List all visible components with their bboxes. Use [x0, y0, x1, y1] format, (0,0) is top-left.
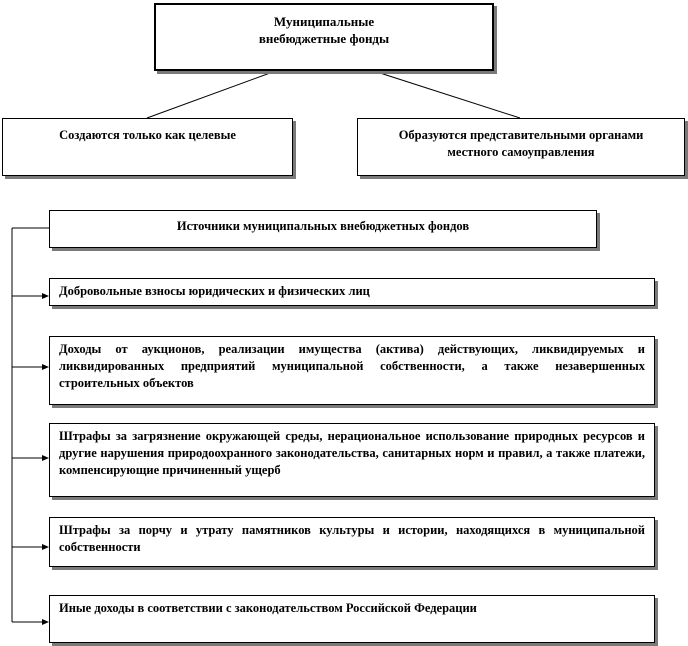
- source-item-monument-fines: [49, 517, 655, 567]
- connector-top-to-left: [147, 73, 270, 118]
- connector-top-to-right: [380, 73, 520, 118]
- arrowhead-1: [42, 293, 49, 299]
- source-item-environmental-fines: [49, 423, 655, 497]
- fund-sources-title: Источники муниципальных внебюджетных фондов: [176, 219, 470, 233]
- source-item-auction-income: [49, 336, 655, 405]
- source-item-text: Добровольные взносы юридических и физических лиц: [59, 284, 370, 298]
- representative-bodies-line-1: Образуются представительными органами: [398, 128, 644, 142]
- municipal-funds-box: [154, 3, 494, 71]
- target-only-box: [2, 118, 293, 176]
- source-item-text: Иные доходы в соответствии с законодательством Российской Федерации: [59, 601, 477, 615]
- arrowhead-4: [42, 544, 49, 550]
- source-item-text: Штрафы за порчу и утрату памятников культуры и истории, находящихся в муниципальной собственности: [59, 523, 645, 554]
- arrowhead-3: [42, 455, 49, 461]
- municipal-funds-line-1: Муниципальные: [273, 14, 375, 29]
- municipal-funds-line-2: внебюджетные фонды: [258, 31, 390, 46]
- source-item-voluntary-contributions: [49, 278, 655, 306]
- representative-bodies-box: [357, 118, 685, 176]
- target-only-text: Создаются только как целевые: [59, 128, 236, 142]
- source-item-text: Доходы от аукционов, реализации имущества (актива) действующих, ликвидируемых и ликвидированных предприятий муниципальной собственности, а также незавершенных строительных объектов: [59, 342, 645, 390]
- arrowhead-2: [42, 364, 49, 370]
- fund-sources-box: [49, 210, 597, 248]
- representative-bodies-line-2: местного самоуправления: [447, 145, 595, 159]
- source-item-text: Штрафы за загрязнение окружающей среды, нерациональное использование природных ресурсов и другие нарушения природоохранного законодательства, санитарных норм и правил, а также платежи, компенсирующие причиненный ущерб: [59, 429, 645, 477]
- source-item-other-income: [49, 595, 655, 643]
- arrowhead-5: [42, 619, 49, 625]
